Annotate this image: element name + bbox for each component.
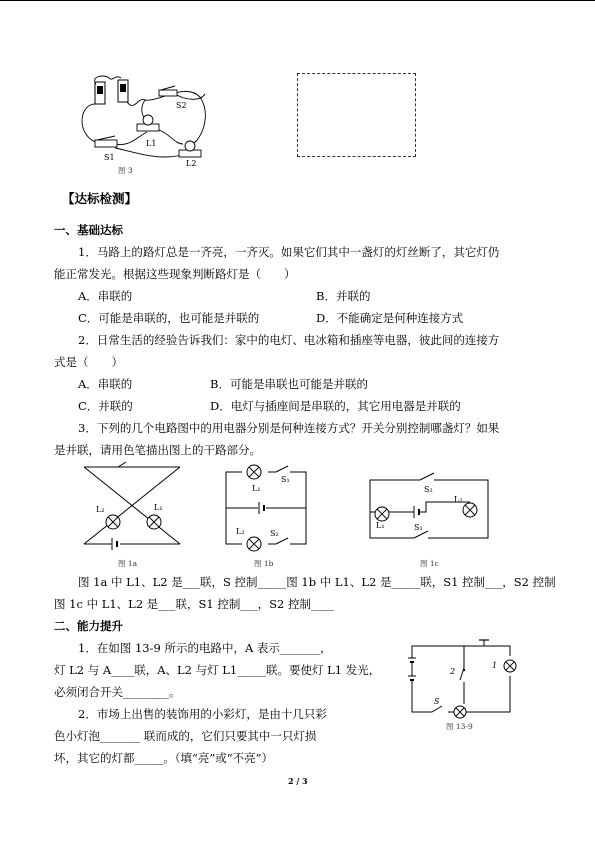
figure-1c-circuit [364, 466, 492, 546]
part2-title: 二、能力提升 [54, 619, 123, 633]
q2-line2: 式是（ ） [54, 355, 123, 369]
q2-option-c: C．并联的 [78, 399, 133, 413]
q1-option-a: A．串联的 [78, 289, 133, 303]
p2-q2-line3: 坏，其它的灯都_____。（填“亮”或“不亮”） [54, 751, 274, 765]
section-title: 【达标检测】 [62, 191, 138, 206]
q3-line2: 是并联，请用色笔描出图上的干路部分。 [54, 443, 261, 457]
svg-text:S₂: S₂ [270, 529, 279, 538]
figure-1a-circuit [82, 462, 187, 552]
fig3-caption: 图 3 [118, 166, 133, 175]
svg-text:L₂: L₂ [96, 505, 105, 514]
svg-text:S: S [434, 697, 440, 706]
svg-text:2: 2 [450, 667, 456, 676]
p2-q1-line1: 1．在如图 13-9 所示的电路中，A 表示_______， [78, 641, 332, 655]
fig1c-caption: 图 1c [420, 559, 439, 568]
figure-13-9-circuit [404, 636, 520, 718]
q2-option-d: D．电灯与插座间是串联的，其它用电器是并联的 [210, 399, 461, 413]
q1-option-b: B．并联的 [316, 289, 371, 303]
figure-1b-circuit [224, 462, 314, 552]
p2-q1-line3: 必须闭合开关________。 [54, 685, 181, 699]
q1-line1: 1．马路上的路灯总是一齐亮，一齐灭。如果它们其中一盏灯的灯丝断了，其它灯仍 [78, 245, 500, 259]
svg-text:S₁: S₁ [414, 523, 423, 532]
top-rule [0, 0, 595, 1]
svg-text:S₁: S₁ [281, 475, 290, 484]
drawing-box [297, 73, 416, 157]
fig13-9-caption: 图 13-9 [446, 722, 473, 731]
svg-text:L₁: L₁ [252, 484, 261, 493]
page-number: 2 / 3 [288, 776, 308, 786]
q1-line2: 能正常发光。根据这些现象判断路灯是（ ） [54, 267, 296, 281]
svg-text:L₁: L₁ [154, 503, 163, 512]
fig3-label-l2: L2 [186, 159, 197, 168]
q3-answer-line1: 图 1a 中 L1、L2 是___联，S 控制_____图 1b 中 L1、L2 是_____联，S1 控制___，S2 控制 [78, 575, 556, 589]
q2-option-a: A．串联的 [78, 377, 133, 391]
p2-q2-line2: 色小灯泡_______ 联而成的，它们只要其中一只灯损 [54, 729, 317, 743]
fig1b-caption: 图 1b [254, 559, 274, 568]
part1-title: 一、基础达标 [54, 223, 123, 237]
p2-q1-line2: 灯 L2 与 A____联，A、L2 与灯 L1_____联。要使灯 L1 发光， [54, 663, 381, 677]
fig3-label-s1: S1 [104, 153, 115, 162]
svg-text:1: 1 [492, 661, 498, 670]
figure-3-circuit-drawing [75, 72, 215, 172]
q3-line1: 3．下列的几个电路图中的用电器分别是何种连接方式？开关分别控制哪盏灯？如果 [78, 421, 500, 435]
q2-line1: 2．日常生活的经验告诉我们：家中的电灯、电冰箱和插座等电器，彼此间的连接方 [78, 333, 500, 347]
q2-option-b: B．可能是串联也可能是并联的 [210, 377, 368, 391]
svg-text:L₂: L₂ [454, 495, 463, 504]
fig1a-caption: 图 1a [118, 559, 138, 568]
svg-text:L₁: L₁ [376, 521, 385, 530]
q1-option-c: C．可能是串联的，也可能是并联的 [78, 311, 260, 325]
q1-option-d: D．不能确定是何种连接方式 [316, 311, 464, 325]
fig3-label-l1: L1 [146, 139, 157, 148]
svg-text:L₂: L₂ [236, 527, 245, 536]
q3-answer-line2: 图 1c 中 L1、L2 是___联，S1 控制___，S2 控制____ [54, 597, 334, 611]
fig3-label-s2: S2 [176, 101, 187, 110]
p2-q2-line1: 2．市场上出售的装饰用的小彩灯，是由十几只彩 [78, 707, 327, 721]
svg-text:S₂: S₂ [424, 485, 433, 494]
